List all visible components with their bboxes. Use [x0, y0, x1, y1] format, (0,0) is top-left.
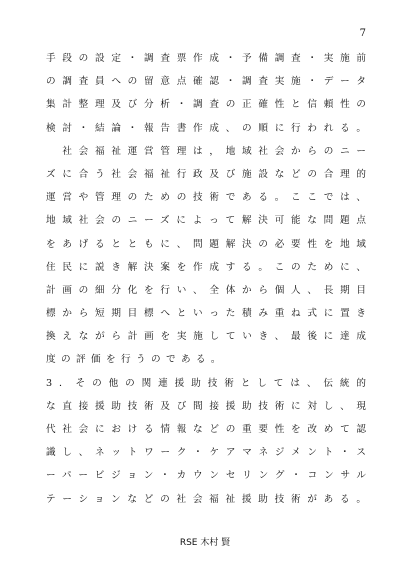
text-line: 手段の設定・調査票作成・予備調査・実施前 [46, 53, 366, 64]
text-line: 標から短期目標へといった積み重ね式に置き [46, 308, 366, 320]
text-line: な直接援助技術及び間接援助技術に対し、現 [46, 400, 366, 412]
text-line: テーションなどの社会福祉援助技術がある。 [46, 493, 366, 505]
text-line: 識し、ネットワーク・ケアマネジメント・ス [46, 447, 366, 459]
text-line: 代社会における情報などの重要性を改めて認 [46, 424, 366, 435]
text-line: 運営や管理のための技術である。ここでは、 [46, 192, 366, 204]
text-line: ーパービジョン・カウンセリング・コンサル [46, 470, 366, 482]
text-line: ズに合う社会福祉行政及び施設などの合理的 [46, 168, 366, 180]
text-line: 換えながら計画を実施していき、最後に達成 [46, 331, 366, 343]
text-line: をあげるとともに、問題解決の必要性を地域 [46, 238, 366, 250]
text-line: 集計整理及び分析・調査の正確性と信頼性の [46, 99, 366, 111]
page-number: 7 [359, 28, 366, 39]
text-line: 検討・結論・報告書作成、の順に行われる。 [46, 122, 366, 134]
text-line: 社会福祉運営管理は，地域社会からのニー [46, 145, 366, 157]
body-text [46, 47, 366, 511]
text-line: 3．その他の関連援助技術としては、伝統的 [46, 377, 366, 389]
text-line: 地域社会のニーズによって解決可能な問題点 [46, 215, 366, 227]
text-line: 度の評価を行うのである。 [46, 354, 226, 366]
text-line: の調査員への留意点確認・調査実施・データ [46, 76, 366, 88]
text-line: 住民に説き解決案を作成する。このために、 [46, 261, 366, 273]
page-footer: RSE 木村 賢 [179, 538, 231, 548]
text-line: 計画の細分化を行い、全体から個人、長期目 [46, 284, 366, 296]
